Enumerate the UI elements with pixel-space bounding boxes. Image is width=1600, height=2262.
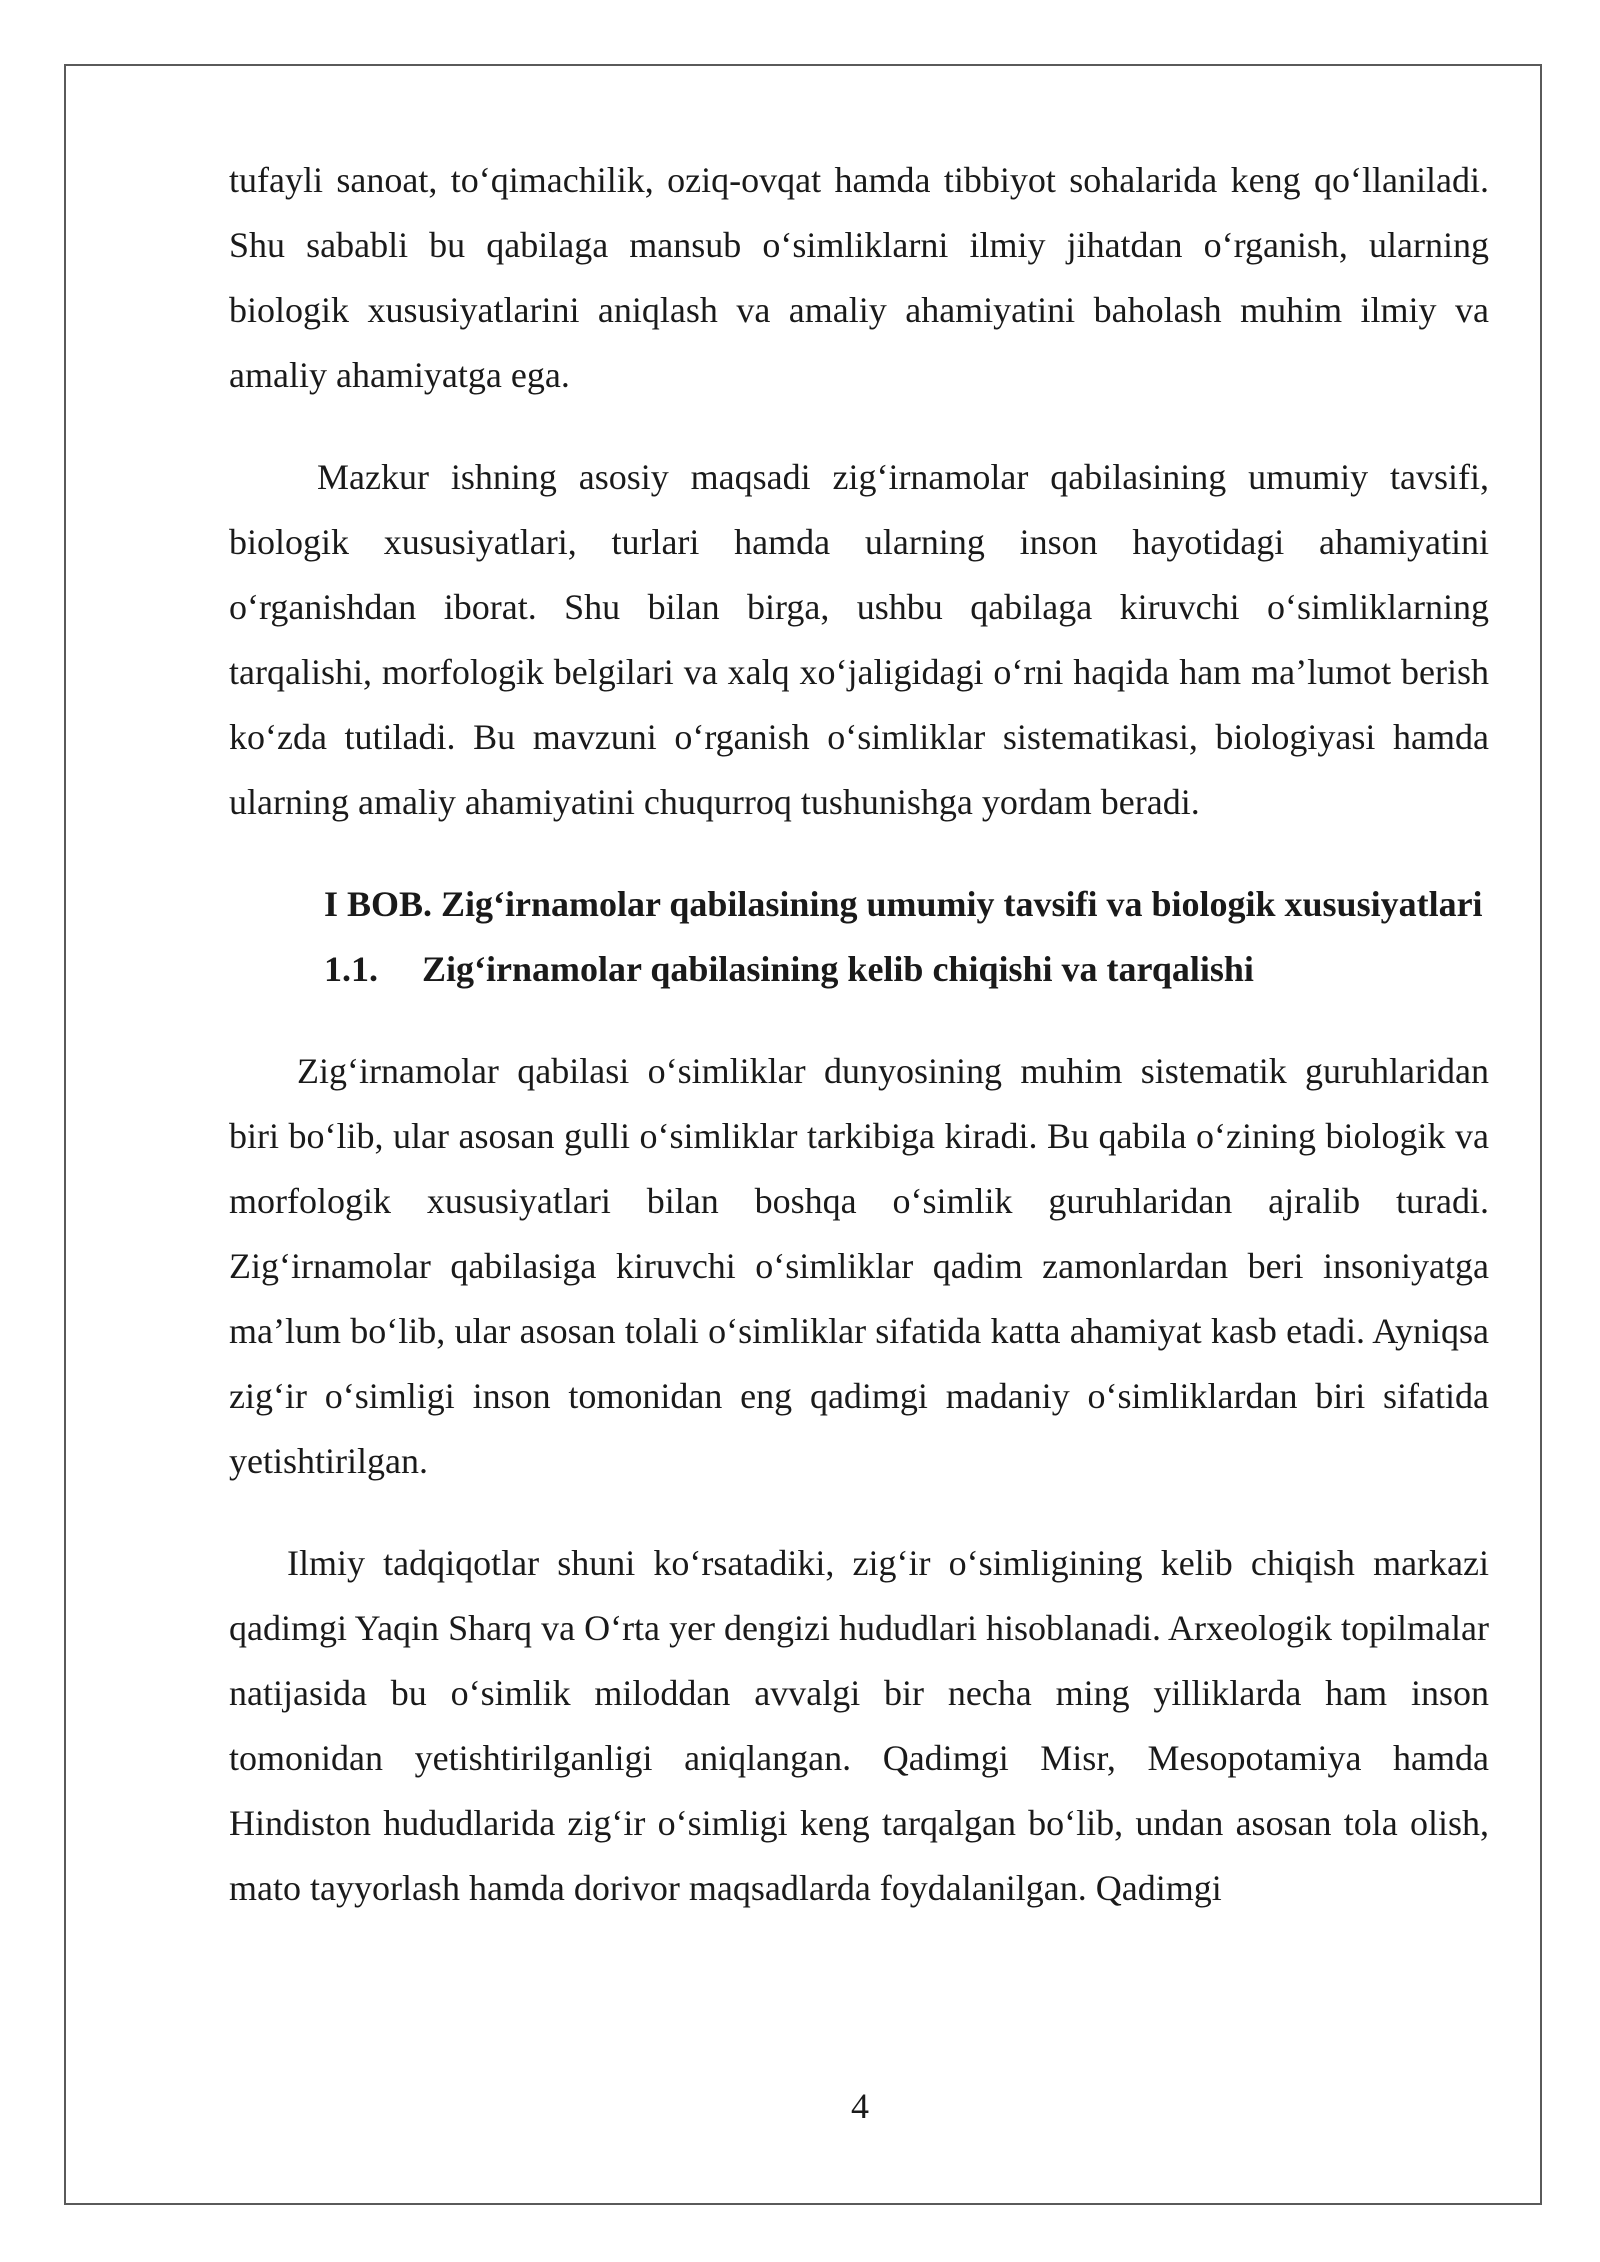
document-body	[229, 148, 1489, 1921]
paragraph-family-description: Zig‘irnamolar qabilasi o‘simliklar dunyosining muhim sistematik guruhlaridan biri bo‘lib, ular asosan gulli o‘simliklar tarkibiga kiradi. Bu qabila o‘zining biologik va morfologik xususiyatlari bilan boshqa o‘simlik guruhlaridan ajralib turadi. Zig‘irnamolar qabilasiga kiruvchi o‘simliklar qadim zamonlardan beri insoniyatga ma’lum bo‘lib, ular asosan tolali o‘simliklar sifatida katta ahamiyat kasb etadi. Ayniqsa zig‘ir o‘simligi inson tomonidan eng qadimgi madaniy o‘simliklardan biri sifatida yetishtirilgan.	[229, 1051, 1489, 1481]
section-heading	[229, 937, 1489, 1002]
page-number: 4	[851, 2086, 869, 2126]
paragraph-aim: Mazkur ishning asosiy maqsadi zig‘irnamolar qabilasining umumiy tavsifi, biologik xususiyatlari, turlari hamda ularning inson hayotidagi ahamiyatini o‘rganishdan iborat. Shu bilan birga, ushbu qabilaga kiruvchi o‘simliklarning tarqalishi, morfologik belgilari va xalq xo‘jaligidagi o‘rni haqida ham ma’lumot berish ko‘zda tutiladi. Bu mavzuni o‘rganish o‘simliklar sistematikasi, biologiyasi hamda ularning amaliy ahamiyatini chuqurroq tushunishga yordam beradi.	[229, 457, 1489, 822]
chapter-heading: I BOB. Zig‘irnamolar qabilasining umumiy tavsifi va biologik xususiyatlari	[324, 884, 1483, 924]
section-title: Zig‘irnamolar qabilasining kelib chiqishi va tarqalishi	[422, 949, 1254, 989]
section-number: 1.1.	[324, 949, 378, 989]
paragraph-intro-continuation: tufayli sanoat, to‘qimachilik, oziq-ovqat hamda tibbiyot sohalarida keng qo‘llaniladi. Shu sababli bu qabilaga mansub o‘simliklarni ilmiy jihatdan o‘rganish, ularning biologik xususiyatlarini aniqlash va amaliy ahamiyatini baholash muhim ilmiy va amaliy ahamiyatga ega.	[229, 160, 1489, 395]
paragraph-origin: Ilmiy tadqiqotlar shuni ko‘rsatadiki, zig‘ir o‘simligining kelib chiqish markazi qadimgi Yaqin Sharq va O‘rta yer dengizi hududlari hisoblanadi. Arxeologik topilmalar natijasida bu o‘simlik miloddan avvalgi bir necha ming yilliklarda ham inson tomonidan yetishtirilganligi aniqlangan. Qadimgi Misr, Mesopotamiya hamda Hindiston hududlarida zig‘ir o‘simligi keng tarqalgan bo‘lib, undan asosan tola olish, mato tayyorlash hamda dorivor maqsadlarda foydalanilgan. Qadimgi	[229, 1543, 1489, 1908]
